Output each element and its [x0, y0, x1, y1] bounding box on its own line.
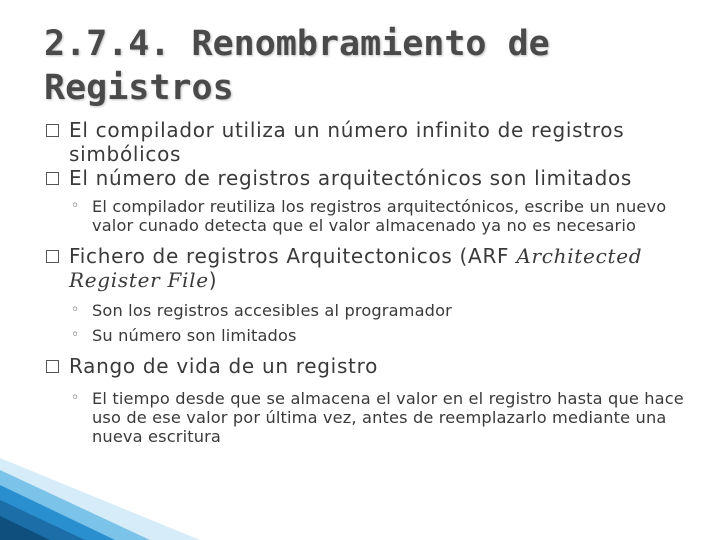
bullet-level-1	[46, 118, 696, 166]
bullet-text: El compilador utiliza un número infinito de registros simbólicos	[69, 118, 625, 166]
slide-body	[46, 118, 696, 446]
square-bullet-icon	[46, 124, 59, 137]
bullet-level-2	[46, 197, 696, 235]
bullet-text: El compilador reutiliza los registros arquitectónicos, escribe un nuevo valor cunado detecta que el valor almacenado ya no es necesario	[92, 197, 667, 235]
square-bullet-icon	[46, 360, 59, 373]
circle-bullet-icon: ◦	[71, 302, 80, 318]
bullet-text: Son los registros accesibles al programador	[92, 301, 452, 320]
bullet-level-2	[46, 301, 696, 320]
bullet-text: Fichero de registros Arquitectonicos (ARF	[69, 244, 517, 268]
bullet-level-1	[46, 166, 696, 190]
slide-title	[44, 22, 550, 110]
bullet-level-1	[46, 244, 696, 292]
circle-bullet-icon: ◦	[71, 327, 80, 343]
bullet-text: El número de registros arquitectónicos son limitados	[69, 166, 633, 190]
square-bullet-icon	[46, 172, 59, 185]
bullet-text-italic: Architected	[516, 244, 643, 268]
bullet-text: Su número son limitados	[92, 326, 297, 345]
bullet-level-2	[46, 389, 696, 446]
bullet-text: )	[208, 268, 218, 292]
slide-title-line-2: Registros	[44, 68, 234, 108]
square-bullet-icon	[46, 250, 59, 263]
bullet-level-2	[46, 326, 696, 345]
bullet-text: Rango de vida de un registro	[69, 354, 379, 378]
bullet-level-1	[46, 354, 696, 378]
circle-bullet-icon: ◦	[71, 198, 80, 214]
bullet-text: El tiempo desde que se almacena el valor en el registro hasta que hace uso de ese valor por última vez, antes de reemplazarlo mediante una nueva escritura	[92, 389, 684, 446]
bullet-text-italic: Register File	[69, 268, 209, 292]
slide-title-line-1: 2.7.4. Renombramiento de	[44, 24, 550, 64]
circle-bullet-icon: ◦	[71, 390, 80, 406]
